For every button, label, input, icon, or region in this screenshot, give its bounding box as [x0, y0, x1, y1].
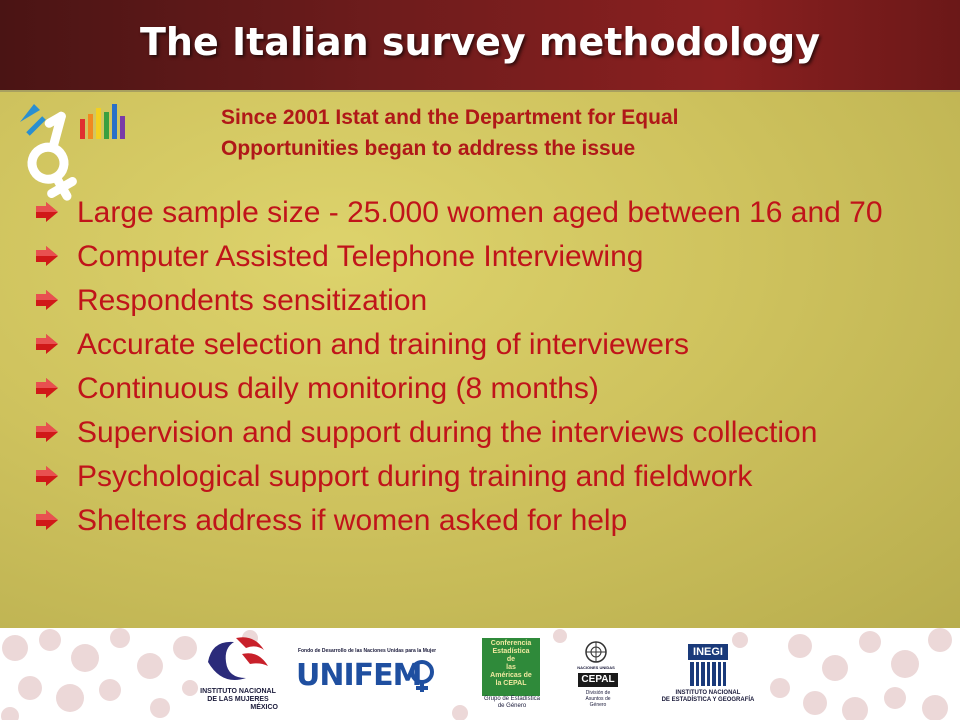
- intro-line-2: Opportunities began to address the issue: [221, 137, 636, 160]
- bullet-text: Accurate selection and training of interviewers: [77, 328, 689, 361]
- unifem-wordmark: UNIFEM: [296, 658, 422, 693]
- cepal-div-line-3: Género: [589, 702, 607, 708]
- inegi-name-line-1: INSTITUTO NACIONAL: [675, 690, 741, 696]
- intro-line-1: Since 2001 Istat and the Department for Equal: [221, 106, 679, 129]
- inegi-caption: [652, 690, 764, 704]
- inmujeres-name-line-3: MÉXICO: [250, 704, 278, 711]
- inmujeres-caption: [190, 688, 286, 712]
- intro-text: [221, 102, 921, 164]
- inmujeres-name-line-2: DE LAS MUJERES: [207, 696, 269, 703]
- inegi-name-line-2: DE ESTADÍSTICA Y GEOGRAFÍA: [661, 697, 755, 703]
- inmujeres-logo: [202, 632, 274, 688]
- cepal-group-line-1: Grupo de Estadística: [483, 696, 541, 702]
- cepal-group-line-2: de Género: [497, 703, 527, 709]
- bullet-list: [36, 192, 951, 544]
- inegi-grid-icon: [690, 662, 726, 686]
- bullet-arrow-icon: [36, 246, 58, 266]
- bullet-arrow-icon: [36, 510, 58, 530]
- inegi-wordmark: INEGI: [688, 644, 728, 660]
- bullet-text: Continuous daily monitoring (8 months): [77, 372, 599, 405]
- un-label: NACIONES UNIDAS: [577, 665, 615, 670]
- cepal-div-line-2: Asuntos de: [585, 696, 611, 702]
- cepal-div-line-1: División de: [585, 690, 611, 696]
- cepal-conf-line: las: [506, 664, 516, 671]
- cepal-conf-line: Conferencia: [490, 640, 532, 647]
- title-bar: [0, 0, 960, 92]
- bullet-arrow-icon: [36, 202, 58, 222]
- unifem-tagline: Fondo de Desarrollo de las Naciones Unidas para la Mujer: [297, 648, 437, 654]
- bullet-arrow-icon: [36, 422, 58, 442]
- bullet-item: [36, 280, 951, 321]
- sponsor-logo-strip: [0, 628, 960, 720]
- inmujeres-name-line-1: INSTITUTO NACIONAL: [200, 688, 276, 695]
- bullet-arrow-icon: [36, 466, 58, 486]
- bullet-item: [36, 412, 951, 453]
- bullet-arrow-icon: [36, 290, 58, 310]
- bullet-text: Supervision and support during the interviews collection: [77, 416, 818, 449]
- slide-content: [0, 92, 960, 628]
- un-emblem-icon: [584, 640, 608, 664]
- slide-title: The Italian survey methodology: [140, 20, 820, 64]
- bullet-item: [36, 236, 951, 277]
- bullet-arrow-icon: [36, 378, 58, 398]
- venus-un-icon: [404, 658, 440, 694]
- bullet-text: Large sample size - 25.000 women aged between 16 and 70: [77, 196, 883, 229]
- bullet-item: [36, 456, 951, 497]
- cepal-conf-line: la CEPAL: [495, 680, 527, 687]
- bullet-text: Computer Assisted Telephone Interviewing: [77, 240, 644, 273]
- cepal-wordmark: CEPAL: [578, 673, 618, 687]
- bullet-arrow-icon: [36, 334, 58, 354]
- cepal-conf-line: de: [506, 656, 516, 663]
- cepal-conf-line: Estadística: [492, 648, 530, 655]
- bullet-item: [36, 324, 951, 365]
- cepal-division-caption: [572, 690, 624, 708]
- bullet-text: Shelters address if women asked for help: [77, 504, 628, 537]
- bullet-text: Psychological support during training and fieldwork: [77, 460, 753, 493]
- cepal-conference-box: [482, 638, 540, 696]
- bullet-item: [36, 192, 951, 233]
- cepal-group-caption: [476, 696, 548, 710]
- bullet-item: [36, 500, 951, 541]
- bullet-item: [36, 368, 951, 409]
- bullet-text: Respondents sensitization: [77, 284, 428, 317]
- gender-statistics-logo: [0, 94, 135, 204]
- cepal-conf-line: Américas de: [490, 672, 532, 679]
